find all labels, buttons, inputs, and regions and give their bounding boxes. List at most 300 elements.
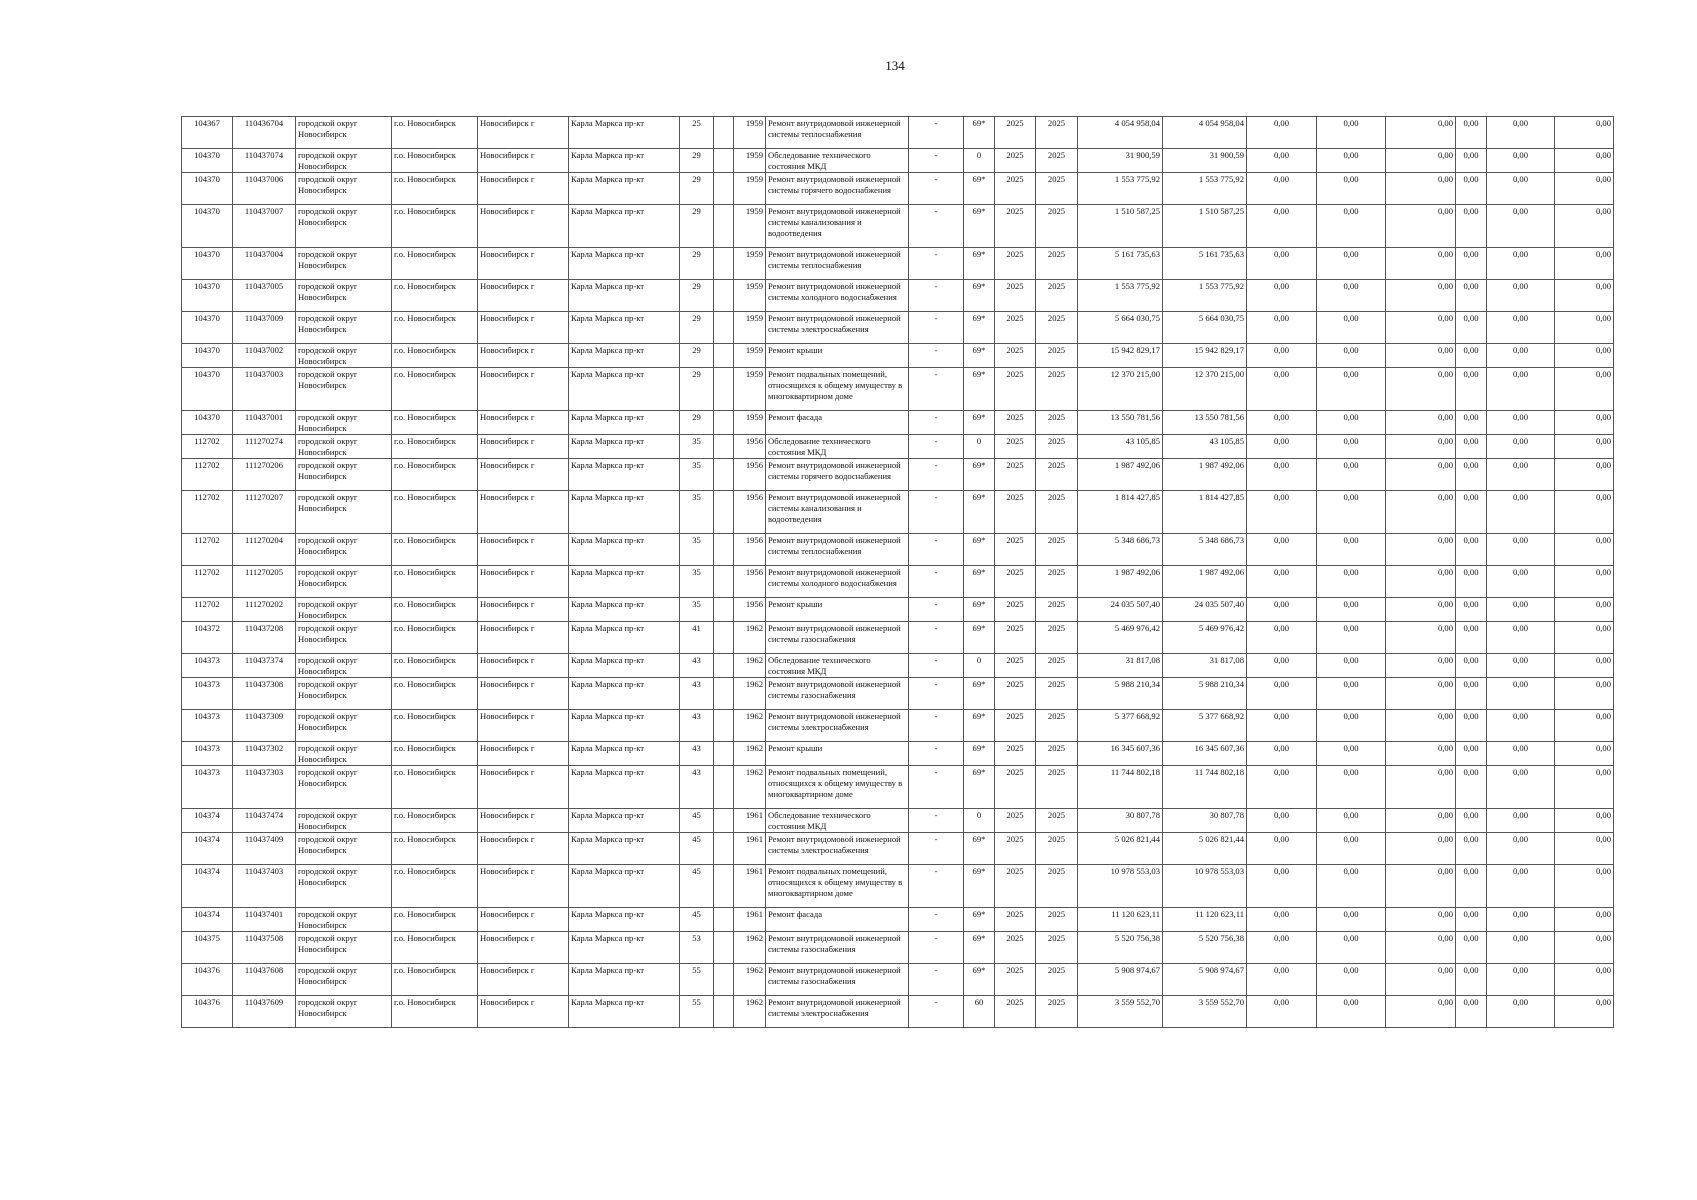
cell-year-to: 2025 xyxy=(1036,996,1078,1028)
cell-district: г.о. Новосибирск xyxy=(392,205,478,248)
cell-v1: 0,00 xyxy=(1247,996,1317,1028)
cell-building xyxy=(714,865,734,908)
cell-year-to: 2025 xyxy=(1036,766,1078,809)
cell-pct: 69* xyxy=(964,964,995,996)
cell-cost2: 5 664 030,75 xyxy=(1163,312,1247,344)
cell-id: 104376 xyxy=(182,964,233,996)
cell-street: Карла Маркса пр-кт xyxy=(569,622,680,654)
cell-code: 110436704 xyxy=(233,117,296,149)
cell-district: г.о. Новосибирск xyxy=(392,411,478,435)
cell-code: 110437401 xyxy=(233,908,296,932)
cell-house: 45 xyxy=(680,833,714,865)
table-row xyxy=(182,766,1614,809)
cell-v1: 0,00 xyxy=(1247,344,1317,368)
cell-v1: 0,00 xyxy=(1247,964,1317,996)
cell-cost2: 15 942 829,17 xyxy=(1163,344,1247,368)
cell-v1: 0,00 xyxy=(1247,149,1317,173)
cell-street: Карла Маркса пр-кт xyxy=(569,678,680,710)
cell-year: 1959 xyxy=(734,312,766,344)
cell-code: 111270204 xyxy=(233,534,296,566)
cell-building xyxy=(714,654,734,678)
cell-v3: 0,00 xyxy=(1386,491,1456,534)
cell-id: 104373 xyxy=(182,678,233,710)
cell-cost2: 12 370 215,00 xyxy=(1163,368,1247,411)
cell-v4: 0,00 xyxy=(1456,598,1487,622)
cell-building xyxy=(714,908,734,932)
cell-cost2: 30 807,78 xyxy=(1163,809,1247,833)
cell-v6: 0,00 xyxy=(1555,312,1614,344)
cell-v3: 0,00 xyxy=(1386,117,1456,149)
cell-work: Обследование технического состояния МКД xyxy=(766,435,909,459)
cell-cost2: 11 744 802,18 xyxy=(1163,766,1247,809)
cell-v5: 0,00 xyxy=(1487,710,1555,742)
cell-year: 1962 xyxy=(734,964,766,996)
cell-municipality: городской округ Новосибирск xyxy=(296,865,392,908)
cell-v4: 0,00 xyxy=(1456,654,1487,678)
cell-settlement: Новосибирск г xyxy=(478,964,569,996)
cell-cost2: 5 377 668,92 xyxy=(1163,710,1247,742)
cell-work: Ремонт внутридомовой инженерной системы газоснабжения xyxy=(766,622,909,654)
cell-v4: 0,00 xyxy=(1456,809,1487,833)
cell-dash: - xyxy=(909,865,964,908)
cell-work: Ремонт внутридомовой инженерной системы холодного водоснабжения xyxy=(766,566,909,598)
cell-district: г.о. Новосибирск xyxy=(392,459,478,491)
cell-cost2: 4 054 958,04 xyxy=(1163,117,1247,149)
cell-cost2: 1 987 492,06 xyxy=(1163,566,1247,598)
cell-dash: - xyxy=(909,678,964,710)
cell-municipality: городской округ Новосибирск xyxy=(296,710,392,742)
cell-v6: 0,00 xyxy=(1555,865,1614,908)
cell-v2: 0,00 xyxy=(1317,344,1386,368)
cell-cost2: 5 469 976,42 xyxy=(1163,622,1247,654)
cell-cost: 30 807,78 xyxy=(1078,809,1163,833)
cell-v2: 0,00 xyxy=(1317,996,1386,1028)
cell-building xyxy=(714,312,734,344)
cell-year: 1956 xyxy=(734,459,766,491)
cell-pct: 69* xyxy=(964,908,995,932)
cell-v1: 0,00 xyxy=(1247,766,1317,809)
cell-id: 112702 xyxy=(182,598,233,622)
cell-settlement: Новосибирск г xyxy=(478,742,569,766)
cell-year: 1959 xyxy=(734,280,766,312)
cell-v1: 0,00 xyxy=(1247,809,1317,833)
cell-work: Ремонт внутридомовой инженерной системы газоснабжения xyxy=(766,678,909,710)
cell-cost: 15 942 829,17 xyxy=(1078,344,1163,368)
cell-cost: 5 520 756,38 xyxy=(1078,932,1163,964)
cell-municipality: городской округ Новосибирск xyxy=(296,491,392,534)
cell-v4: 0,00 xyxy=(1456,932,1487,964)
cell-pct: 69* xyxy=(964,566,995,598)
cell-district: г.о. Новосибирск xyxy=(392,964,478,996)
cell-year-from: 2025 xyxy=(995,173,1036,205)
cell-cost: 5 348 686,73 xyxy=(1078,534,1163,566)
cell-settlement: Новосибирск г xyxy=(478,566,569,598)
cell-v4: 0,00 xyxy=(1456,766,1487,809)
cell-v1: 0,00 xyxy=(1247,205,1317,248)
cell-id: 104375 xyxy=(182,932,233,964)
cell-district: г.о. Новосибирск xyxy=(392,368,478,411)
cell-pct: 69* xyxy=(964,932,995,964)
table-row xyxy=(182,598,1614,622)
cell-code: 110437302 xyxy=(233,742,296,766)
cell-year-from: 2025 xyxy=(995,280,1036,312)
cell-district: г.о. Новосибирск xyxy=(392,280,478,312)
cell-year-from: 2025 xyxy=(995,654,1036,678)
cell-code: 110437508 xyxy=(233,932,296,964)
cell-building xyxy=(714,534,734,566)
cell-dash: - xyxy=(909,117,964,149)
cell-v6: 0,00 xyxy=(1555,344,1614,368)
cell-year: 1961 xyxy=(734,865,766,908)
cell-v6: 0,00 xyxy=(1555,710,1614,742)
cell-v4: 0,00 xyxy=(1456,865,1487,908)
cell-year-from: 2025 xyxy=(995,368,1036,411)
cell-year-from: 2025 xyxy=(995,809,1036,833)
cell-district: г.о. Новосибирск xyxy=(392,598,478,622)
cell-building xyxy=(714,205,734,248)
cell-house: 29 xyxy=(680,173,714,205)
cell-year: 1956 xyxy=(734,566,766,598)
cell-work: Ремонт внутридомовой инженерной системы электроснабжения xyxy=(766,710,909,742)
cell-settlement: Новосибирск г xyxy=(478,491,569,534)
cell-year: 1959 xyxy=(734,173,766,205)
cell-v6: 0,00 xyxy=(1555,833,1614,865)
cell-v6: 0,00 xyxy=(1555,908,1614,932)
cell-cost2: 31 900,59 xyxy=(1163,149,1247,173)
cell-year-from: 2025 xyxy=(995,117,1036,149)
cell-cost2: 1 814 427,85 xyxy=(1163,491,1247,534)
cell-v4: 0,00 xyxy=(1456,908,1487,932)
cell-municipality: городской округ Новосибирск xyxy=(296,117,392,149)
cell-v6: 0,00 xyxy=(1555,598,1614,622)
cell-v3: 0,00 xyxy=(1386,248,1456,280)
table-row xyxy=(182,117,1614,149)
cell-year: 1961 xyxy=(734,809,766,833)
cell-pct: 69* xyxy=(964,312,995,344)
cell-v2: 0,00 xyxy=(1317,598,1386,622)
cell-dash: - xyxy=(909,248,964,280)
cell-v5: 0,00 xyxy=(1487,833,1555,865)
table-row xyxy=(182,932,1614,964)
cell-v5: 0,00 xyxy=(1487,344,1555,368)
cell-v3: 0,00 xyxy=(1386,205,1456,248)
cell-work: Ремонт крыши xyxy=(766,742,909,766)
cell-work: Ремонт внутридомовой инженерной системы электроснабжения xyxy=(766,833,909,865)
cell-dash: - xyxy=(909,566,964,598)
cell-house: 45 xyxy=(680,865,714,908)
cell-id: 112702 xyxy=(182,534,233,566)
cell-settlement: Новосибирск г xyxy=(478,766,569,809)
cell-settlement: Новосибирск г xyxy=(478,996,569,1028)
cell-work: Ремонт фасада xyxy=(766,908,909,932)
cell-v1: 0,00 xyxy=(1247,173,1317,205)
cell-v2: 0,00 xyxy=(1317,280,1386,312)
cell-v6: 0,00 xyxy=(1555,435,1614,459)
cell-house: 29 xyxy=(680,248,714,280)
cell-district: г.о. Новосибирск xyxy=(392,710,478,742)
cell-year-from: 2025 xyxy=(995,964,1036,996)
cell-dash: - xyxy=(909,710,964,742)
cell-year-to: 2025 xyxy=(1036,117,1078,149)
table-row xyxy=(182,865,1614,908)
cell-year-to: 2025 xyxy=(1036,742,1078,766)
table-row xyxy=(182,248,1614,280)
cell-dash: - xyxy=(909,809,964,833)
cell-v5: 0,00 xyxy=(1487,766,1555,809)
cell-code: 110437005 xyxy=(233,280,296,312)
cell-pct: 0 xyxy=(964,435,995,459)
cell-v5: 0,00 xyxy=(1487,459,1555,491)
cell-v3: 0,00 xyxy=(1386,622,1456,654)
cell-year-from: 2025 xyxy=(995,833,1036,865)
cell-v5: 0,00 xyxy=(1487,996,1555,1028)
cell-v4: 0,00 xyxy=(1456,411,1487,435)
cell-pct: 69* xyxy=(964,742,995,766)
cell-v1: 0,00 xyxy=(1247,435,1317,459)
cell-cost2: 16 345 607,36 xyxy=(1163,742,1247,766)
cell-dash: - xyxy=(909,491,964,534)
cell-pct: 60 xyxy=(964,996,995,1028)
cell-street: Карла Маркса пр-кт xyxy=(569,435,680,459)
cell-work: Ремонт подвальных помещений, относящихся к общему имуществу в многоквартирном доме xyxy=(766,368,909,411)
cell-v3: 0,00 xyxy=(1386,280,1456,312)
cell-cost: 1 987 492,06 xyxy=(1078,459,1163,491)
cell-street: Карла Маркса пр-кт xyxy=(569,908,680,932)
cell-building xyxy=(714,149,734,173)
cell-year-to: 2025 xyxy=(1036,368,1078,411)
cell-year-from: 2025 xyxy=(995,996,1036,1028)
cell-v4: 0,00 xyxy=(1456,248,1487,280)
cell-v6: 0,00 xyxy=(1555,280,1614,312)
table-row xyxy=(182,344,1614,368)
cell-pct: 69* xyxy=(964,205,995,248)
cell-v4: 0,00 xyxy=(1456,964,1487,996)
table-row xyxy=(182,654,1614,678)
table-row xyxy=(182,566,1614,598)
cell-pct: 0 xyxy=(964,809,995,833)
cell-district: г.о. Новосибирск xyxy=(392,117,478,149)
cell-district: г.о. Новосибирск xyxy=(392,312,478,344)
cell-pct: 0 xyxy=(964,654,995,678)
cell-work: Ремонт фасада xyxy=(766,411,909,435)
cell-code: 110437403 xyxy=(233,865,296,908)
cell-code: 110437074 xyxy=(233,149,296,173)
cell-id: 104370 xyxy=(182,344,233,368)
cell-settlement: Новосибирск г xyxy=(478,908,569,932)
cell-municipality: городской округ Новосибирск xyxy=(296,534,392,566)
cell-v4: 0,00 xyxy=(1456,996,1487,1028)
cell-house: 29 xyxy=(680,149,714,173)
cell-year: 1956 xyxy=(734,598,766,622)
cell-district: г.о. Новосибирск xyxy=(392,766,478,809)
cell-street: Карла Маркса пр-кт xyxy=(569,710,680,742)
cell-v6: 0,00 xyxy=(1555,368,1614,411)
cell-pct: 69* xyxy=(964,459,995,491)
cell-cost2: 1 553 775,92 xyxy=(1163,173,1247,205)
cell-street: Карла Маркса пр-кт xyxy=(569,459,680,491)
cell-cost2: 5 908 974,67 xyxy=(1163,964,1247,996)
cell-v6: 0,00 xyxy=(1555,742,1614,766)
cell-year-from: 2025 xyxy=(995,435,1036,459)
cell-house: 41 xyxy=(680,622,714,654)
cell-year-to: 2025 xyxy=(1036,248,1078,280)
table-row xyxy=(182,534,1614,566)
cell-id: 104370 xyxy=(182,368,233,411)
cell-v5: 0,00 xyxy=(1487,865,1555,908)
cell-settlement: Новосибирск г xyxy=(478,312,569,344)
cell-district: г.о. Новосибирск xyxy=(392,908,478,932)
cell-municipality: городской округ Новосибирск xyxy=(296,964,392,996)
cell-year: 1962 xyxy=(734,654,766,678)
cell-work: Обследование технического состояния МКД xyxy=(766,654,909,678)
cell-settlement: Новосибирск г xyxy=(478,173,569,205)
cell-settlement: Новосибирск г xyxy=(478,205,569,248)
cell-year-from: 2025 xyxy=(995,459,1036,491)
table-row xyxy=(182,491,1614,534)
cell-municipality: городской округ Новосибирск xyxy=(296,622,392,654)
cell-dash: - xyxy=(909,280,964,312)
cell-work: Ремонт внутридомовой инженерной системы электроснабжения xyxy=(766,996,909,1028)
cell-v3: 0,00 xyxy=(1386,435,1456,459)
cell-building xyxy=(714,459,734,491)
cell-year-to: 2025 xyxy=(1036,598,1078,622)
cell-v1: 0,00 xyxy=(1247,459,1317,491)
cell-year-from: 2025 xyxy=(995,534,1036,566)
cell-year: 1959 xyxy=(734,205,766,248)
cell-code: 111270202 xyxy=(233,598,296,622)
cell-v2: 0,00 xyxy=(1317,964,1386,996)
cell-v2: 0,00 xyxy=(1317,710,1386,742)
cell-v5: 0,00 xyxy=(1487,149,1555,173)
cell-settlement: Новосибирск г xyxy=(478,598,569,622)
cell-dash: - xyxy=(909,368,964,411)
cell-building xyxy=(714,368,734,411)
cell-street: Карла Маркса пр-кт xyxy=(569,654,680,678)
table-row xyxy=(182,996,1614,1028)
cell-year: 1962 xyxy=(734,622,766,654)
cell-work: Ремонт внутридомовой инженерной системы холодного водоснабжения xyxy=(766,280,909,312)
cell-v2: 0,00 xyxy=(1317,435,1386,459)
cell-pct: 69* xyxy=(964,411,995,435)
cell-v1: 0,00 xyxy=(1247,710,1317,742)
cell-id: 112702 xyxy=(182,459,233,491)
cell-id: 112702 xyxy=(182,566,233,598)
cell-v3: 0,00 xyxy=(1386,598,1456,622)
cell-v5: 0,00 xyxy=(1487,280,1555,312)
cell-v2: 0,00 xyxy=(1317,766,1386,809)
cell-year-from: 2025 xyxy=(995,149,1036,173)
cell-v5: 0,00 xyxy=(1487,312,1555,344)
cell-building xyxy=(714,710,734,742)
cell-year: 1959 xyxy=(734,248,766,280)
cell-id: 104367 xyxy=(182,117,233,149)
cell-building xyxy=(714,622,734,654)
cell-settlement: Новосибирск г xyxy=(478,149,569,173)
cell-v2: 0,00 xyxy=(1317,312,1386,344)
cell-work: Ремонт внутридомовой инженерной системы газоснабжения xyxy=(766,964,909,996)
cell-v3: 0,00 xyxy=(1386,833,1456,865)
cell-v2: 0,00 xyxy=(1317,149,1386,173)
cell-v2: 0,00 xyxy=(1317,248,1386,280)
cell-cost2: 5 348 686,73 xyxy=(1163,534,1247,566)
cell-house: 55 xyxy=(680,996,714,1028)
cell-id: 112702 xyxy=(182,435,233,459)
cell-v2: 0,00 xyxy=(1317,908,1386,932)
cell-street: Карла Маркса пр-кт xyxy=(569,932,680,964)
cell-v3: 0,00 xyxy=(1386,678,1456,710)
cell-v5: 0,00 xyxy=(1487,678,1555,710)
cell-year-from: 2025 xyxy=(995,622,1036,654)
cell-year-from: 2025 xyxy=(995,248,1036,280)
cell-year-from: 2025 xyxy=(995,932,1036,964)
cell-settlement: Новосибирск г xyxy=(478,280,569,312)
cell-municipality: городской округ Новосибирск xyxy=(296,766,392,809)
cell-house: 43 xyxy=(680,678,714,710)
cell-municipality: городской округ Новосибирск xyxy=(296,809,392,833)
cell-year-from: 2025 xyxy=(995,865,1036,908)
cell-street: Карла Маркса пр-кт xyxy=(569,280,680,312)
cell-work: Ремонт внутридомовой инженерной системы канализования и водоотведения xyxy=(766,205,909,248)
cell-v1: 0,00 xyxy=(1247,566,1317,598)
cell-code: 111270274 xyxy=(233,435,296,459)
cell-district: г.о. Новосибирск xyxy=(392,491,478,534)
cell-year-to: 2025 xyxy=(1036,932,1078,964)
cell-v2: 0,00 xyxy=(1317,411,1386,435)
cell-dash: - xyxy=(909,205,964,248)
cell-district: г.о. Новосибирск xyxy=(392,566,478,598)
cell-year: 1959 xyxy=(734,411,766,435)
cell-v1: 0,00 xyxy=(1247,368,1317,411)
cell-cost2: 24 035 507,40 xyxy=(1163,598,1247,622)
cell-house: 53 xyxy=(680,932,714,964)
cell-v3: 0,00 xyxy=(1386,149,1456,173)
cell-code: 110437003 xyxy=(233,368,296,411)
cell-v1: 0,00 xyxy=(1247,932,1317,964)
cell-v2: 0,00 xyxy=(1317,833,1386,865)
cell-settlement: Новосибирск г xyxy=(478,248,569,280)
cell-year-from: 2025 xyxy=(995,766,1036,809)
cell-building xyxy=(714,809,734,833)
cell-work: Ремонт внутридомовой инженерной системы горячего водоснабжения xyxy=(766,459,909,491)
cell-street: Карла Маркса пр-кт xyxy=(569,149,680,173)
cell-work: Ремонт крыши xyxy=(766,598,909,622)
table-row xyxy=(182,678,1614,710)
cell-id: 104370 xyxy=(182,411,233,435)
cell-year-from: 2025 xyxy=(995,566,1036,598)
cell-dash: - xyxy=(909,435,964,459)
cell-v4: 0,00 xyxy=(1456,710,1487,742)
cell-code: 110437004 xyxy=(233,248,296,280)
table-row xyxy=(182,833,1614,865)
cell-v3: 0,00 xyxy=(1386,566,1456,598)
cell-cost2: 5 161 735,63 xyxy=(1163,248,1247,280)
cell-v5: 0,00 xyxy=(1487,368,1555,411)
cell-v5: 0,00 xyxy=(1487,742,1555,766)
cell-cost: 13 550 781,56 xyxy=(1078,411,1163,435)
cell-v5: 0,00 xyxy=(1487,932,1555,964)
cell-settlement: Новосибирск г xyxy=(478,710,569,742)
cell-cost: 31 817,08 xyxy=(1078,654,1163,678)
cell-v3: 0,00 xyxy=(1386,459,1456,491)
cell-v5: 0,00 xyxy=(1487,117,1555,149)
cell-v5: 0,00 xyxy=(1487,173,1555,205)
cell-code: 110437006 xyxy=(233,173,296,205)
cell-cost: 5 988 210,34 xyxy=(1078,678,1163,710)
cell-id: 104370 xyxy=(182,205,233,248)
cell-building xyxy=(714,598,734,622)
table-body xyxy=(182,117,1614,1028)
cell-work: Ремонт внутридомовой инженерной системы горячего водоснабжения xyxy=(766,173,909,205)
